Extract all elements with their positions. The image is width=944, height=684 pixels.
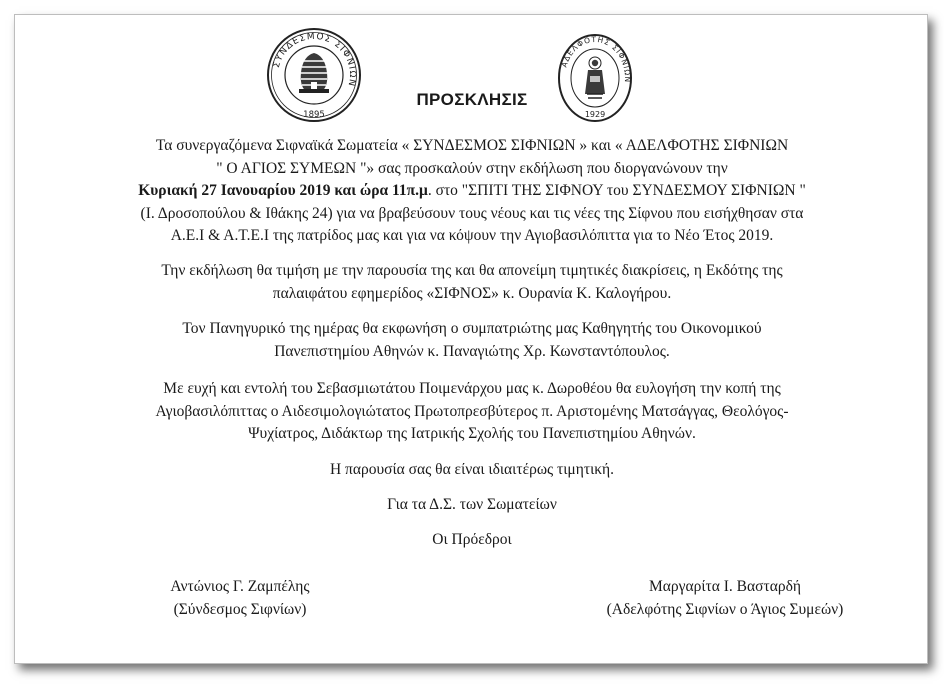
paragraph-event-details [20, 135, 924, 248]
left-seal-year: 1895 [303, 110, 325, 120]
paragraph-speaker [20, 318, 924, 363]
event-date-bold: Κυριακή 27 Ιανουαρίου 2019 και ώρα 11π.μ [138, 182, 428, 199]
paragraph-line: Πανεπιστημίου Αθηνών κ. Παναγιώτης Χρ. Κωνσταντόπουλος. [274, 342, 670, 360]
presidents-line: Οι Πρόεδροι [432, 531, 512, 548]
event-venue: . στο "ΣΠΙΤΙ ΤΗΣ ΣΙΦΝΟΥ του ΣΥΝΔΕΣΜΟΥ ΣΙΦΝΙΩΝ " [427, 182, 806, 199]
paragraph-line: (Ι. Δροσοπούλου & Ιθάκης 24) για να βραβεύσουν τους νέους και τις νέες της Σίφνου που εισήχθησαν στα [140, 204, 804, 222]
adelfotis-sifnion-seal-icon [557, 32, 633, 128]
paragraph-blessing [20, 378, 924, 446]
signatory-right [560, 575, 890, 621]
event-date-line [20, 180, 924, 203]
closing-line: Η παρουσία σας θα είναι ιδιαιτέρως τιμητική. [329, 461, 615, 478]
signatory-left-name: Αντώνιος Γ. Ζαμπέλης [170, 578, 310, 595]
paragraph-line: Τον Πανηγυρικό της ημέρας θα εκφωνήση ο συμπατριώτης μας Καθηγητής του Οικονομικού [182, 320, 762, 337]
invitation-title: ΠΡΟΣΚΛΗΣΙΣ [416, 90, 528, 109]
signatory-left [110, 575, 370, 621]
signatory-left-org: (Σύνδεσμος Σιφνίων) [173, 601, 307, 618]
paragraph-line: Με ευχή και εντολή του Σεβασμιωτάτου Ποιμενάρχου μας κ. Δωροθέου θα ευλογήση την κοπή της [163, 380, 781, 397]
paragraph-line: Αγιοβασιλόπιττας ο Αιδεσιμολογιώτατος Πρωτοπρεσβύτερος π. Αριστομένης Ματσάγγας, Θεολόγος- [155, 402, 789, 420]
paragraph-line: Την εκδήλωση θα τιμήση με την παρουσία της και θα απονείμη τιμητικές διακρίσεις, η Εκδότης της [161, 262, 783, 279]
paragraph-line: παλαιφάτου εφημερίδος «ΣΙΦΝΟΣ» κ. Ουρανία Κ. Καλογήρου. [272, 284, 672, 302]
paragraph-line: Τα συνεργαζόμενα Σιφναϊκά Σωματεία « ΣΥΝΔΕΣΜΟΣ ΣΙΦΝΙΩΝ » και « ΑΔΕΛΦΟΤΗΣ ΣΙΦΝΙΩΝ [155, 137, 789, 154]
paragraph-line: Ψυχίατρος, Διδάκτωρ της Ιατρικής Σχολής του Πανεπιστημίου Αθηνών. [248, 425, 696, 442]
on-behalf-line: Για τα Δ.Σ. των Σωματείων [387, 496, 557, 513]
paragraph-line: " Ο ΑΓΙΟΣ ΣΥΜΕΩΝ "» σας προσκαλούν στην εκδήλωση που διοργανώνουν την [216, 159, 728, 177]
paragraph-honors [20, 260, 924, 305]
signatory-right-org: (Αδελφότης Σιφνίων ο Άγιος Συμεών) [606, 601, 844, 618]
right-seal-ring-text: ΑΔΕΛΦΟΤΗΣ ΣΙΦΝΙΩΝ [559, 34, 633, 84]
signatory-right-name: Μαργαρίτα Ι. Βασταρδή [649, 578, 801, 595]
right-seal-year: 1929 [584, 110, 606, 119]
paragraph-line: Α.Ε.Ι & Α.Τ.Ε.Ι της πατρίδος μας και για να κόψουν την Αγιοβασιλόπιττα για το Νέο Έτος 2019. [170, 227, 774, 244]
left-seal-ring-text: ΣΥΝΔΕΣΜΟΣ ΣΙΦΝΙΩΝ [271, 31, 358, 88]
